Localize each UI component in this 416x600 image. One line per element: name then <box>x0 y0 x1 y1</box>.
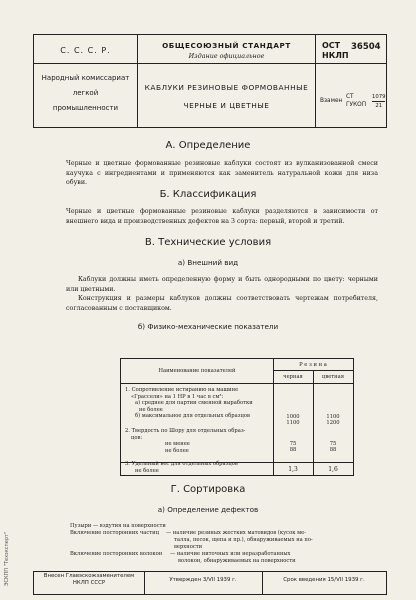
table-header-color: цветная <box>321 374 345 380</box>
ost-label: ОСТ НКЛП <box>322 41 349 60</box>
section-g-heading: Г. Сортировка <box>170 484 246 495</box>
properties-table <box>120 358 354 463</box>
table-header-black: черная <box>283 374 303 380</box>
section-v-text2: Конструкция и размеры каблуков должны соответствовать чертежам потребителя, согласованным с поставщиком. <box>66 295 378 312</box>
section-v-sub-a: а) Внешний вид <box>177 258 239 267</box>
table-row2-max-black: 88 <box>289 447 297 453</box>
defect-particles-key: Включение посторонних частиц <box>70 530 159 536</box>
section-v-heading: В. Технические условия <box>144 237 272 248</box>
country-label: С. С. С. Р. <box>60 46 111 55</box>
st-number: 1079 21 <box>372 94 386 109</box>
section-a-text: Черные и цветные формованные резиновые каблуки состоят из вулканизованной смеси каучука с ингредиентами и применяются как заменитель натуральной кожи для низа обуви. <box>66 160 378 186</box>
footer-introduced: Внесен Главэскожзаменителем НКЛП СССР <box>43 573 135 586</box>
defects-list: Пузыри — вздутия на поверхности Включение посторонних частиц — наличие резиных жестких матовидов (кусок ме- талла, песок, щепа и пр.), обнаруживаемых на по- верхности Включение посторонних волокон — наличие ниточных или неразработанных волокон, обнаруживаемых на поверхности <box>70 523 313 564</box>
table-row3-color: 1,6 <box>328 466 338 473</box>
standard-type: ОБЩЕСОЮЗНЫЙ СТАНДАРТ <box>162 41 291 50</box>
section-v-text1: Каблуки должны иметь определенную форму и быть однородными по цвету: черными или цветными. <box>66 276 378 293</box>
table-row3-black: 1,3 <box>288 466 298 473</box>
replaces-label: Взамен <box>320 98 343 104</box>
footer-approved: Утвержден 3/VII 1939 г. <box>169 577 237 583</box>
defect-bubbles: Пузыри — вздутия на поверхности <box>70 523 166 529</box>
table-row2-max-color: 88 <box>329 447 337 453</box>
section-a-heading: А. Определение <box>165 140 251 151</box>
number-cell <box>316 35 386 127</box>
table-row2-min-color: 75 <box>329 441 337 447</box>
footer-effective: Срок введения 15/VII 1939 г. <box>283 577 365 583</box>
section-g-sub-a: а) Определение дефектов <box>157 505 259 514</box>
title-cell <box>138 35 316 127</box>
issuer-cell <box>34 35 138 127</box>
section-b-text: Черные и цветные формованные резиновые каблуки разделяются в зависимости от внешнего вида и производственных дефектов на 3 сорта: первый, второй и третий. <box>66 208 378 225</box>
issuer-name: Народный комиссариат легкой промышленности <box>41 74 130 112</box>
table-row1b-color: 1200 <box>326 420 340 426</box>
footer-block <box>33 571 387 595</box>
table-row3-label: 3. Удельный вес для отдельных образцов не более <box>125 461 238 474</box>
standard-header <box>33 34 387 128</box>
table-row2-min-black: 75 <box>289 441 297 447</box>
table-row1a-black: 1000 <box>286 414 300 420</box>
table-row1-label: 1. Сопротивление истиранию на машине «Грассели» на 1 НР в 1 час в см³: а) среднее для партии сменной выработки не более б) максимальное для отдельных образцов <box>125 387 253 420</box>
table-row2-label: 2. Твердость по Шору для отдельных образ- цов: не менее не более <box>125 428 246 454</box>
properties-table-row3 <box>120 461 354 476</box>
table-header-group: Р е з и н а <box>299 362 327 368</box>
defect-fibers-key: Включение посторонних волокон <box>70 551 163 557</box>
st-label: СТ ГУКОП <box>346 94 367 108</box>
ost-number: 36504 <box>351 42 381 52</box>
side-stamp: ЭСКПП "Техэксперт" <box>4 531 10 586</box>
table-header-name: Наименование показателей <box>158 368 236 374</box>
table-row1a-color: 1100 <box>326 414 340 420</box>
edition-note: Издание официальное <box>188 52 265 60</box>
section-b-heading: Б. Классификация <box>159 189 257 200</box>
standard-title: КАБЛУКИ РЕЗИНОВЫЕ ФОРМОВАННЫЕ ЧЕРНЫЕ И ЦВЕТНЫЕ <box>144 83 309 110</box>
section-v-sub-b: б) Физико-механические показатели <box>137 322 279 331</box>
table-row1b-black: 1100 <box>286 420 300 426</box>
